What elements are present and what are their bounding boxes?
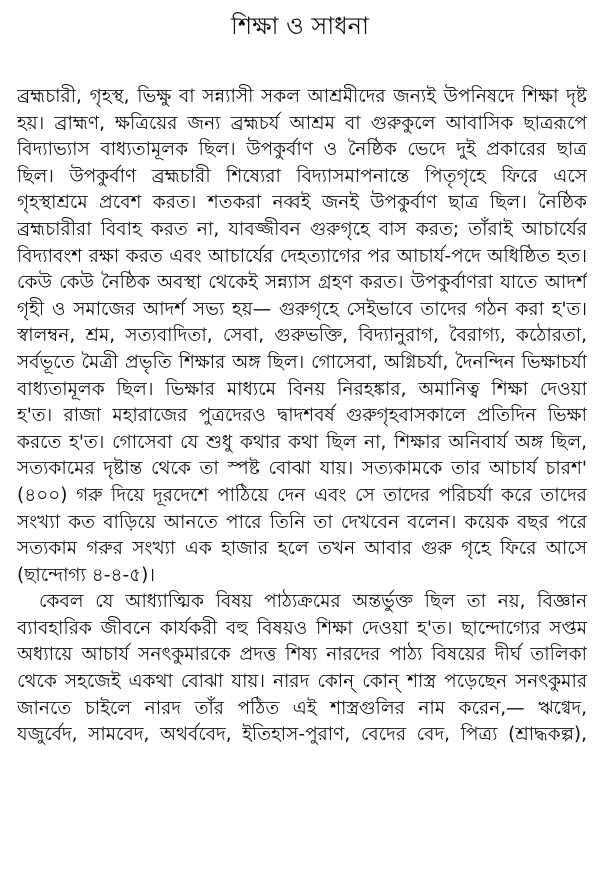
- text-line: ব্যাবহারিক জীবনে কার্যকরী বহু বিষয়ও শিক্ষা দেওয়া হ'ত। ছান্দোগ্যের সপ্তম: [17, 617, 587, 639]
- text-line: সর্বভূতে মৈত্রী প্রভৃতি শিক্ষার অঙ্গ ছিল। গোসেবা, অগ্নিচর্যা, দৈনন্দিন ভিক্ষাচর্যা: [17, 351, 587, 373]
- text-line: (৪০০) গরু দিয়ে দূরদেশে পাঠিয়ে দেন এবং সে তাদের পরিচর্যা করে তাদের: [17, 484, 587, 506]
- text-line: বিদ্যাভ্যাস বাধ্যতামূলক ছিল। উপকুর্বাণ ও নৈষ্ঠিক ভেদে দুই প্রকারের ছাত্র: [17, 139, 587, 161]
- text-line: বাধ্যতামূলক ছিল। ভিক্ষার মাধ্যমে বিনয় নিরহঙ্কার, অমানিত্ব শিক্ষা দেওয়া: [17, 378, 587, 400]
- text-line: সত্যকামের দৃষ্টান্ত থেকে তা স্পষ্ট বোঝা যায়। সত্যকামকে তার আচার্য চারশ': [17, 458, 587, 480]
- text-line: (ছান্দোগ্য ৪-৪-৫)।: [17, 564, 156, 586]
- text-line: কেবল যে আধ্যাত্মিক বিষয় পাঠ্যক্রমের অন্তর্ভুক্ত ছিল তা নয়, বিজ্ঞান: [39, 591, 587, 613]
- text-line: ব্রহ্মচারীরা বিবাহ করত না, যাবজ্জীবন গুরুগৃহে বাস করত; তাঁরাই আচার্যের: [17, 218, 587, 240]
- text-line: ব্রহ্মচারী, গৃহস্থ, ভিক্ষু বা সন্ন্যাসী সকল আশ্রমীদের জন্যই উপনিষদে শিক্ষা দৃষ্ট: [17, 86, 587, 107]
- paragraph-2: [17, 589, 587, 749]
- text-line: গৃহী ও সমাজের আদর্শ সভ্য হয়— গুরুগৃহে সেইভাবে তাদের গঠন করা হ'ত।: [17, 298, 587, 320]
- body-text: [17, 84, 587, 749]
- text-line: ছিল। উপকুর্বাণ ব্রহ্মচারী শিষ্যেরা বিদ্যাসমাপনান্তে পিতৃগৃহে ফিরে এসে: [17, 165, 587, 187]
- text-line: থেকে সহজেই একথা বোঝা যায়। নারদ কোন্ কোন্ শাস্ত্র পড়েছেন সনৎকুমার: [17, 671, 587, 693]
- text-line: স্বালম্বন, শ্রম, সত্যবাদিতা, সেবা, গুরুভক্তি, বিদ্যানুরাগ, বৈরাগ্য, কঠোরতা,: [17, 325, 587, 347]
- text-line: যজুর্বেদ, সামবেদ, অথর্ববেদ, ইতিহাস-পুরাণ, বেদের বেদ, পিত্র্য (শ্রাদ্ধকল্প),: [17, 724, 587, 746]
- text-line: অধ্যায়ে আচার্য সনৎকুমারকে প্রদত্ত শিষ্য নারদের পাঠ্য বিষয়ের দীর্ঘ তালিকা: [17, 644, 587, 666]
- text-line: সত্যকাম গরুর সংখ্যা এক হাজার হলে তখন আবার গুরু গৃহে ফিরে আসে: [17, 538, 587, 560]
- paragraph-1: [17, 84, 587, 589]
- text-line: বিদ্যাবংশ রক্ষা করত এবং আচার্যের দেহত্যাগের পর আচার্য-পদে অধিষ্ঠিত হত।: [17, 245, 587, 267]
- text-line: সংখ্যা কত বাড়িয়ে আনতে পারে তিনি তা দেখবেন বলেন। কয়েক বছর পরে: [17, 511, 587, 533]
- text-line: কেউ কেউ নৈষ্ঠিক অবস্থা থেকেই সন্ন্যাস গ্রহণ করত। উপকুর্বাণরা যাতে আদর্শ: [17, 272, 587, 294]
- text-line: হ'ত। রাজা মহারাজের পুত্রদেরও দ্বাদশবর্ষ গুরুগৃহবাসকালে প্রতিদিন ভিক্ষা: [17, 405, 587, 427]
- text-line: গৃহস্থাশ্রমে প্রবেশ করত। শতকরা নব্বই জনই উপকুর্বাণ ছাত্র ছিল। নৈষ্ঠিক: [17, 192, 587, 214]
- text-line: জানতে চাইলে নারদ তাঁর পঠিত এই শাস্ত্রগুলির নাম করেন,— ঋগ্বেদ,: [17, 697, 587, 719]
- text-line: হয়। ব্রাহ্মণ, ক্ষত্রিয়ের জন্য ব্রহ্মচর্য আশ্রম বা গুরুকুলে আবাসিক ছাত্ররূপে: [17, 112, 587, 134]
- text-line: করতে হ'ত। গোসেবা যে শুধু কথার কথা ছিল না, শিক্ষার অনিবার্য অঙ্গ ছিল,: [17, 431, 587, 453]
- page-title: শিক্ষা ও সাধনা: [231, 12, 369, 40]
